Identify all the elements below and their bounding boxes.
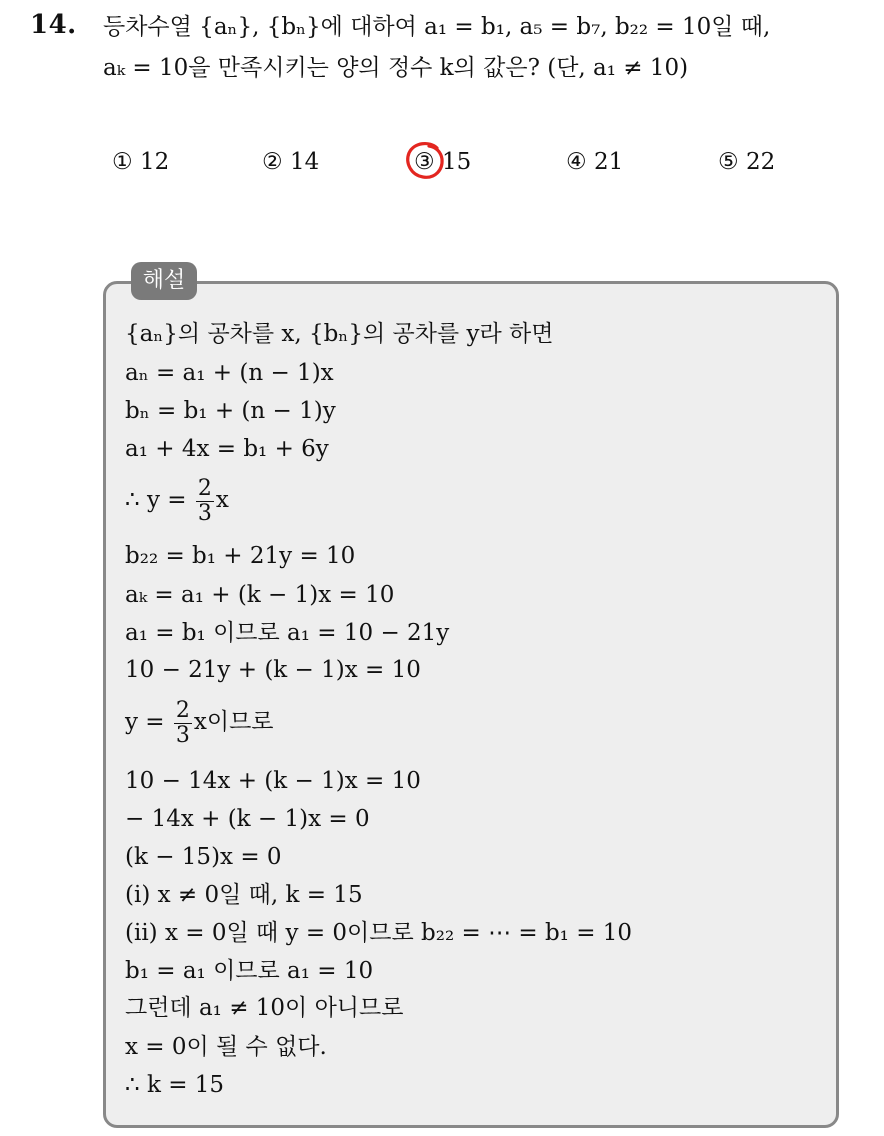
- choice-mark: ③: [414, 146, 435, 178]
- equation-suffix: x이므로: [193, 709, 274, 735]
- choice-3[interactable]: [414, 146, 471, 178]
- question-text-line-2: aₖ = 10을 만족시키는 양의 정수 k의 값은? (단, a₁ ≠ 10): [103, 55, 689, 81]
- solution-label: 해설: [131, 262, 197, 300]
- choice-1[interactable]: [112, 146, 169, 178]
- question-number: 14.: [30, 10, 77, 40]
- solution-line-14: (i) x ≠ 0일 때, k = 15: [125, 882, 363, 908]
- solution-line-17: 그런데 a₁ ≠ 10이 아니므로: [125, 995, 404, 1021]
- solution-line-3: bₙ = b₁ + (n − 1)y: [125, 398, 336, 424]
- choice-mark: ①: [112, 149, 133, 175]
- solution-line-9: 10 − 21y + (k − 1)x = 10: [125, 657, 421, 683]
- choice-mark: ⑤: [718, 149, 739, 175]
- answer-choices: [0, 146, 884, 180]
- solution-line-13: (k − 15)x = 0: [125, 844, 282, 870]
- numerator: 2: [197, 475, 212, 501]
- question-text-line-1: 등차수열 {aₙ}, {bₙ}에 대하여 a₁ = b₁, a₅ = b₇, b₂₂ = 10일 때,: [103, 14, 771, 40]
- solution-line-10: [125, 694, 274, 750]
- equation-prefix: y =: [125, 709, 172, 735]
- solution-line-18: x = 0이 될 수 없다.: [125, 1034, 327, 1060]
- denominator: 3: [197, 500, 212, 526]
- solution-line-19: ∴ k = 15: [125, 1072, 225, 1098]
- choice-value: 15: [441, 149, 472, 175]
- solution-line-1: {aₙ}의 공차를 x, {bₙ}의 공차를 y라 하면: [125, 321, 554, 347]
- solution-line-7: aₖ = a₁ + (k − 1)x = 10: [125, 582, 395, 608]
- solution-line-16: b₁ = a₁ 이므로 a₁ = 10: [125, 958, 374, 984]
- solution-line-12: − 14x + (k − 1)x = 0: [125, 806, 370, 832]
- solution-line-6: b₂₂ = b₁ + 21y = 10: [125, 543, 356, 569]
- solution-line-8: a₁ = b₁ 이므로 a₁ = 10 − 21y: [125, 620, 450, 646]
- denominator: 3: [175, 722, 190, 748]
- solution-line-5: [125, 472, 229, 528]
- solution-line-2: aₙ = a₁ + (n − 1)x: [125, 360, 334, 386]
- equation-suffix: x: [215, 487, 229, 513]
- choice-mark: ②: [262, 149, 283, 175]
- choice-value: 14: [289, 149, 320, 175]
- choice-2[interactable]: [262, 146, 319, 178]
- choice-5[interactable]: [718, 146, 775, 178]
- fraction: [174, 699, 192, 748]
- choice-mark: ④: [566, 149, 587, 175]
- solution-line-15: (ii) x = 0일 때 y = 0이므로 b₂₂ = ⋯ = b₁ = 10: [125, 920, 633, 946]
- equation-prefix: ∴ y =: [125, 487, 194, 513]
- fraction: [196, 477, 214, 526]
- choice-value: 22: [745, 149, 776, 175]
- selected-circle-icon: [404, 139, 446, 181]
- solution-line-11: 10 − 14x + (k − 1)x = 10: [125, 768, 421, 794]
- choice-value: 12: [139, 149, 170, 175]
- solution-line-4: a₁ + 4x = b₁ + 6y: [125, 436, 329, 462]
- choice-value: 21: [593, 149, 624, 175]
- choice-4[interactable]: [566, 146, 623, 178]
- numerator: 2: [175, 697, 190, 723]
